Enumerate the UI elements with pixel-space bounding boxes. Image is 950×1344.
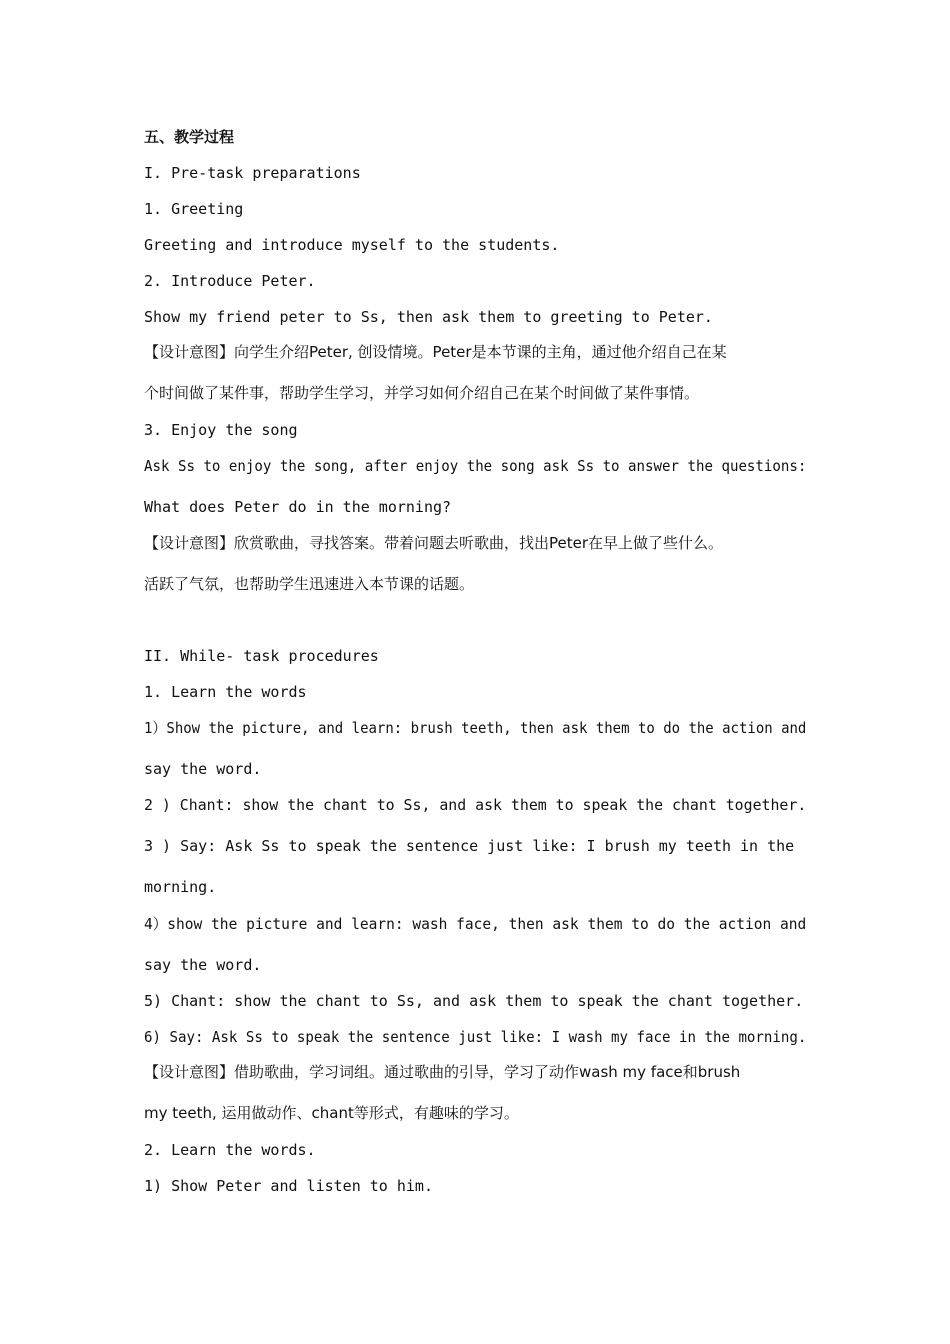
text-line: 4）show the picture and learn: wash face, then ask them to do the action and xyxy=(144,915,807,933)
text-line: 1. Greeting xyxy=(144,200,244,218)
design-intent-line: 【设计意图】向学生介绍Peter, 创设情境。Peter是本节课的主角，通过他介绍自己在某 xyxy=(144,343,727,361)
text-line: 2. Learn the words. xyxy=(144,1141,316,1159)
text-line: say the word. xyxy=(144,956,262,974)
text-line: 1) Show Peter and listen to him. xyxy=(144,1177,433,1195)
text-line: 1）Show the picture, and learn: brush teeth, then ask them to do the action and xyxy=(144,719,807,737)
section-heading: 五、教学过程 xyxy=(144,128,235,146)
design-intent-line: 【设计意图】欣赏歌曲，寻找答案。带着问题去听歌曲，找出Peter在早上做了些什么。 xyxy=(144,534,724,552)
text-line: morning. xyxy=(144,878,217,896)
design-intent-line: 活跃了气氛，也帮助学生迅速进入本节课的话题。 xyxy=(144,575,475,593)
text-line: 2. Introduce Peter. xyxy=(144,272,316,290)
design-intent-line: 个时间做了某件事，帮助学生学习，并学习如何介绍自己在某个时间做了某件事情。 xyxy=(144,384,700,402)
text-line: 3. Enjoy the song xyxy=(144,421,298,439)
text-line: 3 ) Say: Ask Ss to speak the sentence just like: I brush my teeth in the xyxy=(144,837,795,855)
design-intent-line: my teeth, 运用做动作、chant等形式，有趣味的学习。 xyxy=(144,1104,519,1122)
section-subheading: II. While- task procedures xyxy=(144,647,379,665)
text-line: 1. Learn the words xyxy=(144,683,307,701)
text-line: say the word. xyxy=(144,760,262,778)
design-intent-line: 【设计意图】借助歌曲，学习词组。通过歌曲的引导，学习了动作wash my face和brush xyxy=(144,1063,741,1081)
text-line: Ask Ss to enjoy the song, after enjoy the song ask Ss to answer the questions: xyxy=(144,457,807,475)
text-line: Greeting and introduce myself to the students. xyxy=(144,236,560,254)
text-line: 5) Chant: show the chant to Ss, and ask them to speak the chant together. xyxy=(144,992,804,1010)
text-line: Show my friend peter to Ss, then ask them to greeting to Peter. xyxy=(144,308,713,326)
text-line: 2 ) Chant: show the chant to Ss, and ask them to speak the chant together. xyxy=(144,796,807,814)
text-line: What does Peter do in the morning? xyxy=(144,498,452,516)
text-line: I. Pre-task preparations xyxy=(144,164,361,182)
text-line: 6) Say: Ask Ss to speak the sentence just like: I wash my face in the morning. xyxy=(144,1028,807,1046)
